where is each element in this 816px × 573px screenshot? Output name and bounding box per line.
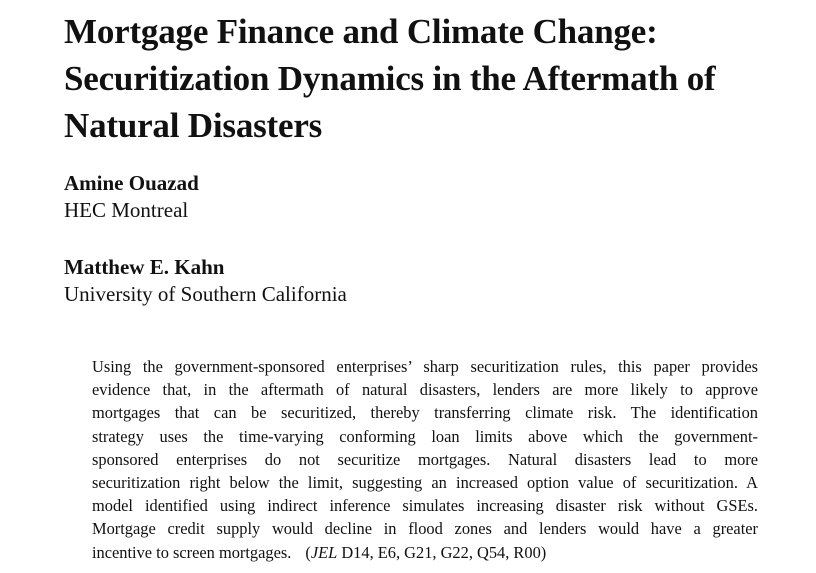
abstract-line: Using the government-sponsored enterprises’ sharp securitization rules, this paper provides bbox=[92, 357, 758, 376]
abstract bbox=[92, 355, 758, 564]
author-name: Matthew E. Kahn bbox=[64, 255, 225, 279]
jel-label: JEL bbox=[310, 542, 338, 562]
author-affiliation: University of Southern California bbox=[64, 282, 347, 306]
paper-title bbox=[64, 8, 804, 149]
abstract-line: Mortgage credit supply would decline in flood zones and lenders would have a greater bbox=[92, 519, 758, 539]
jel-codes: D14, E6, G21, G22, Q54, R00 bbox=[341, 542, 541, 562]
author-block bbox=[64, 170, 764, 224]
abstract-line: securitization right below the limit, suggesting an increased option value of securitization. A bbox=[92, 473, 758, 493]
abstract-line: strategy uses the time-varying conforming loan limits above which the government- bbox=[92, 426, 758, 446]
author-name: Amine Ouazad bbox=[64, 171, 199, 195]
author-block bbox=[64, 254, 764, 308]
abstract-last-line: incentive to screen mortgages. (JEL D14, E6, G21, G22, Q54, R00) bbox=[92, 542, 547, 562]
author-affiliation: HEC Montreal bbox=[64, 198, 189, 222]
abstract-line: evidence that, in the aftermath of natural disasters, lenders are more likely to approve bbox=[92, 380, 758, 400]
abstract-line: mortgages that can be securitized, thereby transferring climate risk. The identification bbox=[92, 403, 758, 423]
abstract-line: sponsored enterprises do not securitize mortgages. Natural disasters lead to more bbox=[92, 449, 758, 469]
paper-title-line: Natural Disasters bbox=[64, 106, 323, 145]
abstract-line-text: incentive to screen mortgages. bbox=[92, 542, 292, 562]
abstract-line: model identified using indirect inference simulates increasing disaster risk without GSEs. bbox=[92, 496, 758, 516]
paper-title-line: Mortgage Finance and Climate Change: bbox=[64, 12, 658, 51]
paper-title-line: Securitization Dynamics in the Aftermath of bbox=[64, 59, 716, 98]
